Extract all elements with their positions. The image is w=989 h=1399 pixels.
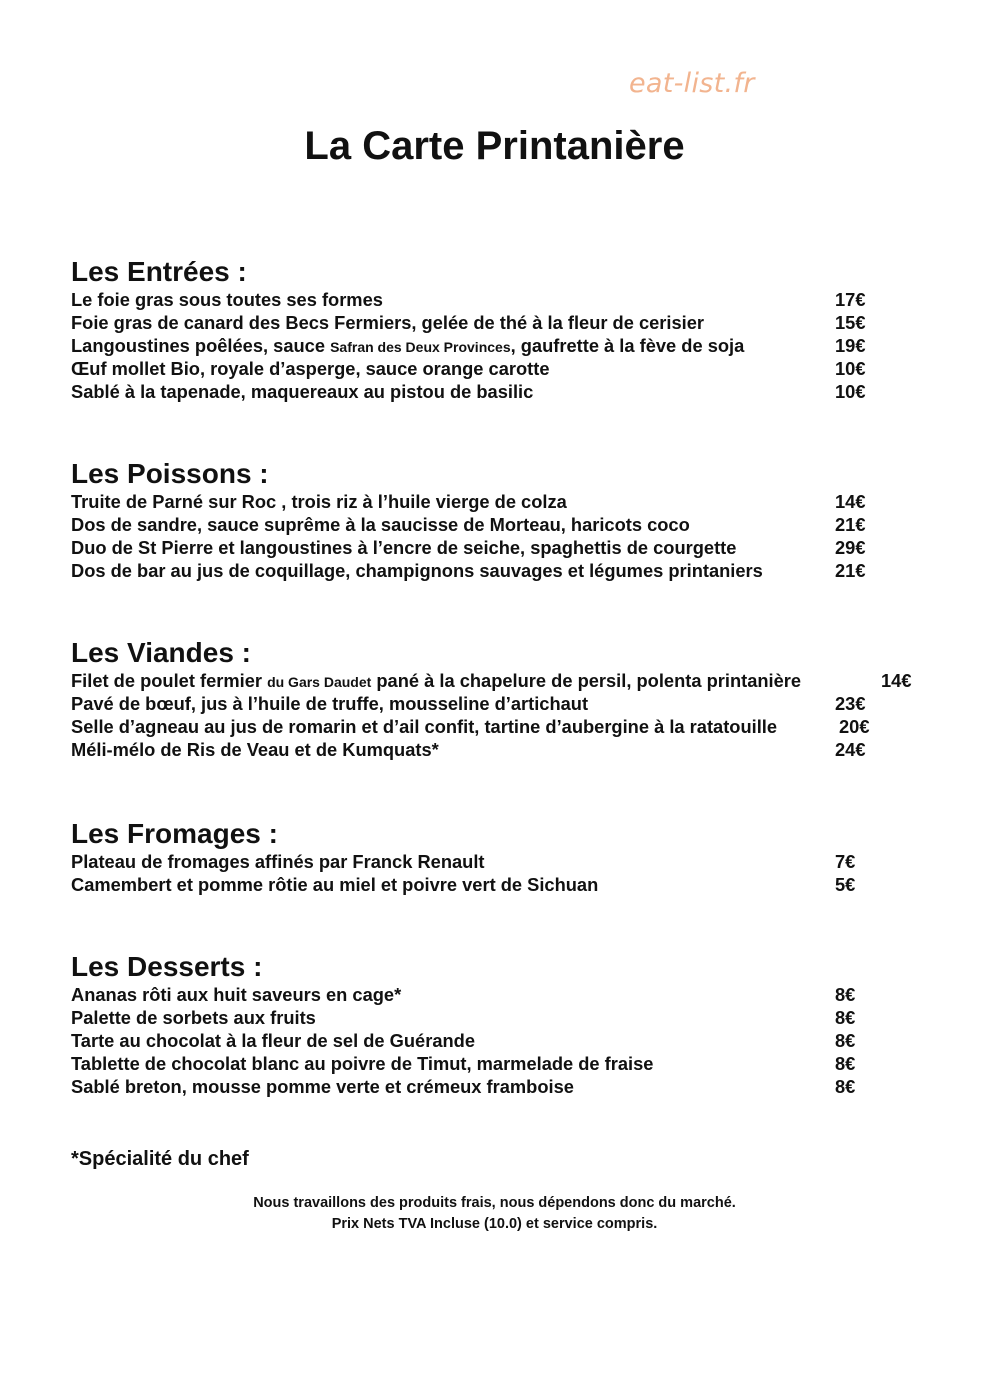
menu-item (71, 738, 931, 761)
item-name: Plateau de fromages affinés par Franck Renault (71, 851, 485, 872)
section-title: Les Fromages : (71, 818, 278, 849)
section-title: Les Viandes : (71, 637, 252, 668)
item-name: Tablette de chocolat blanc au poivre de Timut, marmelade de fraise (71, 1053, 654, 1074)
item-name: Foie gras de canard des Becs Fermiers, gelée de thé à la fleur de cerisier (71, 312, 705, 333)
item-price: 29€ (835, 537, 866, 558)
menu-item (71, 715, 931, 738)
menu-item (71, 311, 931, 334)
item-name: Duo de St Pierre et langoustines à l’encre de seiche, spaghettis de courgette (71, 537, 737, 558)
item-name: Œuf mollet Bio, royale d’asperge, sauce orange carotte (71, 358, 550, 379)
menu-item (71, 513, 931, 536)
item-price: 21€ (835, 514, 866, 535)
item-price: 8€ (835, 1076, 856, 1097)
menu-item (71, 692, 931, 715)
menu-item (71, 1075, 931, 1098)
item-price: 5€ (835, 874, 856, 895)
item-name: Selle d’agneau au jus de romarin et d’ail confit, tartine d’aubergine à la ratatouille (71, 716, 778, 737)
item-name: Méli-mélo de Ris de Veau et de Kumquats* (71, 739, 439, 760)
menu-item (71, 850, 931, 873)
menu-item (71, 490, 931, 513)
item-name-producer: Safran des Deux Provinces (330, 339, 511, 355)
item-price: 14€ (881, 670, 912, 691)
item-price: 10€ (835, 358, 866, 379)
item-price: 10€ (835, 381, 866, 402)
item-price: 8€ (835, 984, 856, 1005)
item-name: Dos de sandre, sauce suprême à la saucisse de Morteau, haricots coco (71, 514, 690, 535)
footer-line: Nous travaillons des produits frais, nous dépendons donc du marché. (253, 1195, 736, 1211)
watermark-logo: eat-list.fr (629, 68, 755, 99)
section-title: Les Entrées : (71, 256, 247, 287)
item-name: Pavé de bœuf, jus à l’huile de truffe, mousseline d’artichaut (71, 693, 589, 714)
item-price: 8€ (835, 1030, 856, 1051)
menu-item (71, 357, 931, 380)
item-name: Langoustines poêlées, sauce Safran des Deux Provinces, gaufrette à la fève de soja (71, 335, 745, 356)
menu-item (71, 380, 931, 403)
item-price: 24€ (835, 739, 866, 760)
item-name: Filet de poulet fermier du Gars Daudet pané à la chapelure de persil, polenta printanière (71, 670, 802, 691)
menu-item (71, 288, 931, 311)
section-title: Les Desserts : (71, 951, 263, 982)
item-name: Camembert et pomme rôtie au miel et poivre vert de Sichuan (71, 874, 599, 895)
section-viandes (71, 637, 931, 761)
item-price: 21€ (835, 560, 866, 581)
item-price: 14€ (835, 491, 866, 512)
item-price: 23€ (835, 693, 866, 714)
menu-item (71, 1006, 931, 1029)
menu-item (71, 559, 931, 582)
menu-item (71, 536, 931, 559)
item-price: 15€ (835, 312, 866, 333)
item-price: 19€ (835, 335, 866, 356)
menu-item (71, 873, 931, 896)
item-name: Truite de Parné sur Roc , trois riz à l’huile vierge de colza (71, 491, 567, 512)
item-price: 17€ (835, 289, 866, 310)
chef-specialty-note: *Spécialité du chef (71, 1148, 249, 1170)
section-title: Les Poissons : (71, 458, 269, 489)
item-name: Tarte au chocolat à la fleur de sel de Guérande (71, 1030, 476, 1051)
section-poissons (71, 458, 931, 582)
item-name: Le foie gras sous toutes ses formes (71, 289, 383, 310)
section-entrees (71, 256, 931, 403)
menu-item (71, 669, 931, 692)
section-desserts (71, 951, 931, 1098)
item-price: 8€ (835, 1053, 856, 1074)
menu-title: La Carte Printanière (304, 124, 685, 168)
item-name: Ananas rôti aux huit saveurs en cage* (71, 984, 402, 1005)
item-name: Palette de sorbets aux fruits (71, 1007, 316, 1028)
item-price: 20€ (839, 716, 870, 737)
menu-item (71, 1029, 931, 1052)
footer-note (0, 1193, 989, 1235)
section-fromages (71, 818, 931, 896)
menu-item (71, 983, 931, 1006)
menu-item (71, 1052, 931, 1075)
item-name-producer: du Gars Daudet (267, 674, 372, 690)
item-name: Dos de bar au jus de coquillage, champignons sauvages et légumes printaniers (71, 560, 763, 581)
item-name: Sablé breton, mousse pomme verte et crémeux framboise (71, 1076, 574, 1097)
item-price: 8€ (835, 1007, 856, 1028)
footer-line: Prix Nets TVA Incluse (10.0) et service compris. (331, 1216, 658, 1232)
item-price: 7€ (835, 851, 856, 872)
item-name: Sablé à la tapenade, maquereaux au pistou de basilic (71, 381, 534, 402)
menu-item (71, 334, 931, 357)
